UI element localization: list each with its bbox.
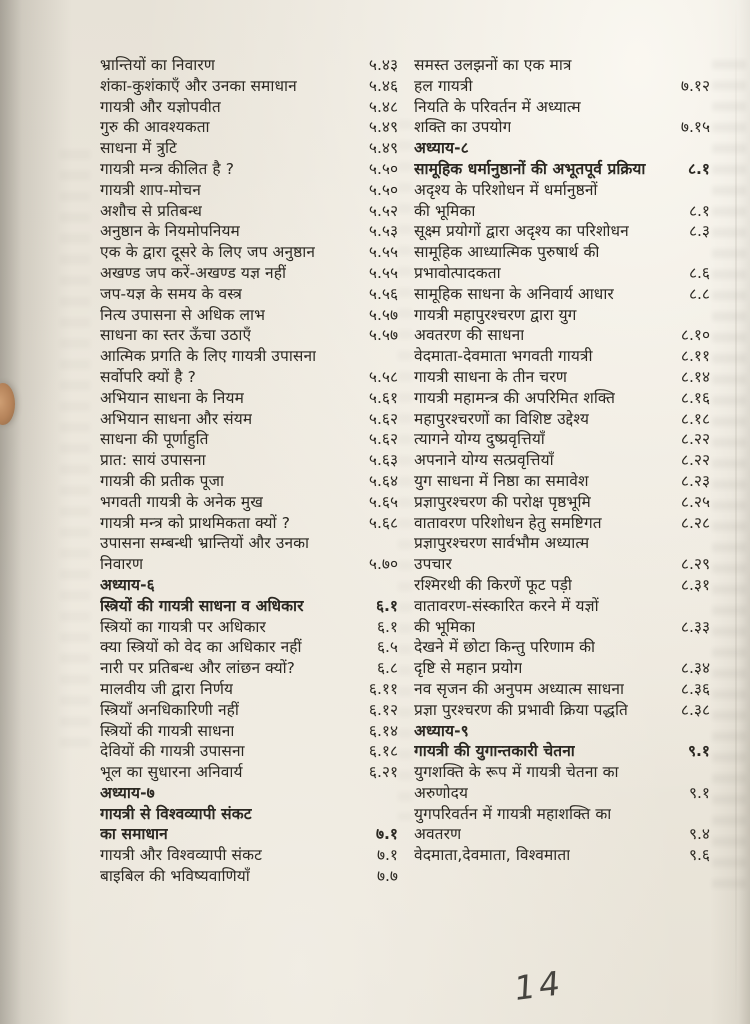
toc-entry (100, 700, 398, 721)
toc-entry (100, 824, 398, 845)
toc-entry (100, 242, 398, 263)
toc-entry (100, 845, 398, 866)
toc-entry-page-number: ८.१६ (680, 388, 710, 407)
toc-entry-title: गायत्री महामन्त्र की अपरिमित शक्ति (414, 388, 616, 407)
toc-entry-title: उपचार (414, 555, 452, 574)
toc-entry (414, 679, 710, 700)
toc-entry (414, 55, 710, 76)
toc-entry-title: अभियान साधना के नियम (100, 388, 244, 407)
toc-entry-title: आत्मिक प्रगति के लिए गायत्री उपासना (100, 347, 317, 366)
toc-entry (414, 76, 710, 97)
toc-entry-title: नियति के परिवर्तन में अध्यात्म (414, 97, 581, 116)
toc-entry (100, 201, 398, 222)
toc-entry-title: स्त्रियों का गायत्री पर अधिकार (100, 617, 266, 636)
toc-entry-title: सूक्ष्म प्रयोगों द्वारा अदृश्य का परिशोधन (414, 222, 629, 241)
toc-entry-title: युग साधना में निष्ठा का समावेश (414, 471, 589, 490)
toc-entry-page-number: ८.३८ (680, 700, 710, 719)
toc-entry-page-number: ६.१२ (368, 700, 398, 719)
toc-entry (100, 741, 398, 762)
toc-entry-title: की भूमिका (414, 617, 476, 636)
handwritten-page-number: 14 (513, 962, 565, 1009)
toc-entry (100, 159, 398, 180)
toc-entry-page-number: ५.५८ (368, 367, 398, 386)
toc-entry (414, 346, 710, 367)
toc-entry-title: नारी पर प्रतिबन्ध और लांछन क्यों? (100, 659, 296, 678)
toc-entry-page-number: ६.१४ (368, 721, 398, 740)
toc-entry-title: अध्याय-६ (100, 575, 155, 594)
toc-entry-title: सामूहिक धर्मानुष्ठानों की अभूतपूर्व प्रक्रिया (414, 159, 646, 178)
toc-entry-page-number: ५.५५ (368, 263, 398, 282)
toc-entry-title: अशौच से प्रतिबन्ध (100, 201, 203, 220)
toc-entry (414, 450, 710, 471)
toc-entry (414, 180, 710, 201)
toc-entry-page-number: ५.४८ (368, 97, 398, 116)
toc-entry-page-number: ८.३३ (680, 617, 710, 636)
toc-entry-title: गायत्री साधना के तीन चरण (414, 367, 567, 386)
toc-entry-page-number: ८.२२ (680, 430, 710, 449)
toc-entry (100, 180, 398, 201)
toc-entry (414, 305, 710, 326)
toc-entry-title: युगपरिवर्तन में गायत्री महाशक्ति का (414, 804, 612, 823)
toc-right-column (414, 55, 710, 866)
toc-entry (100, 762, 398, 783)
toc-entry-title: अपनाने योग्य सत्प्रवृत्तियाँ (414, 451, 554, 470)
toc-entry-page-number: ७.१ (375, 825, 398, 844)
toc-entry (100, 429, 398, 450)
toc-entry (414, 242, 710, 263)
toc-entry-title: भूल का सुधारना अनिवार्य (100, 763, 243, 782)
toc-entry (100, 346, 398, 367)
toc-entry (414, 741, 710, 762)
toc-entry-page-number: ५.५५ (368, 243, 398, 262)
toc-entry (414, 721, 710, 742)
toc-entry-title: वातावरण परिशोधन हेतु समष्टिगत (414, 513, 602, 532)
toc-entry (100, 721, 398, 742)
toc-entry (414, 221, 710, 242)
toc-entry-title: का समाधान (100, 825, 168, 844)
toc-entry-title: गायत्री महापुरश्चरण द्वारा युग (414, 305, 577, 324)
toc-entry-page-number: ९.१ (688, 783, 710, 802)
toc-entry (100, 617, 398, 638)
toc-entry-page-number: ८.१० (680, 326, 710, 345)
toc-entry-title: अध्याय-९ (414, 721, 469, 740)
toc-entry-title: प्रज्ञापुरश्चरण की परोक्ष पृष्ठभूमि (414, 492, 591, 511)
toc-entry (100, 658, 398, 679)
toc-entry-title: सर्वोपरि क्यों है ? (100, 367, 196, 386)
toc-entry-page-number: ५.७० (368, 555, 398, 574)
toc-entry-title: वातावरण-संस्कारित करने में यज्ञों (414, 596, 599, 615)
toc-entry (414, 554, 710, 575)
toc-entry-title: गायत्री मन्त्र को प्राथमिकता क्यों ? (100, 513, 291, 532)
toc-entry (414, 429, 710, 450)
toc-entry-title: त्यागने योग्य दुष्प्रवृत्तियाँ (414, 430, 545, 449)
toc-entry-title: युगशक्ति के रूप में गायत्री चेतना का (414, 763, 619, 782)
toc-entry-page-number: ५.४३ (368, 56, 398, 74)
toc-entry-page-number: ६.११ (368, 679, 398, 698)
toc-entry-title: अध्याय-७ (100, 783, 155, 802)
toc-entry-title: नव सृजन की अनुपम अध्यात्म साधना (414, 679, 625, 698)
toc-entry (414, 138, 710, 159)
toc-entry (100, 471, 398, 492)
toc-entry (100, 596, 398, 617)
toc-entry (414, 201, 710, 222)
toc-entry-title: अरुणोदय (414, 783, 469, 802)
toc-entry-page-number: ८.१ (688, 201, 710, 220)
toc-entry (100, 554, 398, 575)
toc-entry (414, 284, 710, 305)
toc-entry-page-number: ९.४ (688, 825, 710, 844)
toc-entry (414, 409, 710, 430)
toc-entry (100, 866, 398, 887)
toc-entry-page-number: ८.१८ (680, 409, 710, 428)
toc-left-column (100, 55, 398, 887)
toc-entry (100, 55, 398, 76)
toc-entry-page-number: ५.६५ (368, 492, 398, 511)
toc-entry-page-number: ६.८ (376, 659, 398, 678)
toc-entry (414, 575, 710, 596)
toc-entry (414, 617, 710, 638)
toc-entry-page-number: ५.६८ (368, 513, 398, 532)
toc-entry-title: स्त्रियों की गायत्री साधना व अधिकार (100, 596, 304, 615)
toc-entry (414, 263, 710, 284)
toc-entry-title: साधना का स्तर ऊँचा उठाएँ (100, 326, 252, 345)
toc-entry-page-number: ५.६२ (368, 430, 398, 449)
toc-entry-title: शक्ति का उपयोग (414, 118, 512, 137)
toc-entry (100, 679, 398, 700)
toc-entry-title: प्रज्ञा पुरश्चरण की प्रभावी क्रिया पद्धति (414, 700, 628, 719)
toc-entry-title: निवारण (100, 555, 144, 574)
toc-entry-title: रश्मिरथी की किरणें फूट पड़ी (414, 575, 573, 594)
toc-entry-title: गायत्री और यज्ञोपवीत (100, 97, 221, 116)
toc-entry (100, 221, 398, 242)
toc-entry (414, 845, 710, 866)
toc-entry-page-number: ८.३१ (680, 575, 710, 594)
toc-entry-title: अनुष्ठान के नियमोपनियम (100, 222, 240, 241)
toc-entry-title: स्त्रियों की गायत्री साधना (100, 721, 235, 740)
toc-entry (100, 804, 398, 825)
toc-entry-page-number: ८.३६ (680, 679, 710, 698)
toc-entry-page-number: ६.१ (376, 617, 398, 636)
toc-entry-page-number: ८.२३ (680, 471, 710, 490)
toc-entry-title: हल गायत्री (414, 76, 473, 95)
toc-entry-page-number: ८.११ (680, 347, 710, 366)
toc-entry (100, 783, 398, 804)
toc-entry-page-number: ९.६ (688, 846, 710, 865)
toc-entry-title: स्त्रियाँ अनधिकारिणी नहीं (100, 700, 239, 719)
toc-entry-page-number: ५.५० (368, 180, 398, 199)
toc-entry-title: महापुरश्चरणों का विशिष्ट उद्देश्य (414, 409, 590, 428)
toc-entry-page-number: ५.५० (368, 159, 398, 178)
toc-entry-page-number: ९.१ (687, 742, 710, 761)
toc-entry-page-number: ५.४९ (368, 118, 398, 137)
toc-entry (414, 513, 710, 534)
fingertip-holding-page (0, 383, 15, 425)
page-edge-fold (735, 0, 737, 1024)
toc-entry (414, 471, 710, 492)
toc-entry-title: देवियों की गायत्री उपासना (100, 742, 245, 761)
toc-entry-page-number: ६.१८ (368, 742, 398, 761)
toc-entry-title: सामूहिक साधना के अनिवार्य आधार (414, 284, 614, 303)
toc-entry-page-number: ७.१५ (680, 118, 710, 137)
toc-entry (414, 325, 710, 346)
toc-entry-title: क्या स्त्रियों को वेद का अधिकार नहीं (100, 638, 302, 657)
toc-entry (100, 263, 398, 284)
toc-entry-page-number: ८.२८ (680, 513, 710, 532)
toc-entry-title: गायत्री और विश्वव्यापी संकट (100, 846, 263, 865)
toc-entry-page-number: ८.१४ (680, 367, 710, 386)
toc-entry-page-number: ५.५६ (368, 284, 398, 303)
toc-entry-title: उपासना सम्बन्धी भ्रान्तियों और उनका (100, 534, 310, 553)
toc-entry-page-number: ८.३ (688, 222, 710, 241)
toc-entry-title: अखण्ड जप करें-अखण्ड यज्ञ नहीं (100, 263, 287, 282)
toc-entry (100, 76, 398, 97)
toc-entry (100, 575, 398, 596)
toc-entry-page-number: ५.५७ (368, 326, 398, 345)
toc-entry-title: गायत्री मन्त्र कीलित है ? (100, 159, 235, 178)
toc-entry (414, 367, 710, 388)
toc-entry-page-number: ७.७ (376, 867, 398, 886)
toc-entry-page-number: ५.५७ (368, 305, 398, 324)
toc-entry-title: गायत्री शाप-मोचन (100, 180, 201, 199)
toc-entry (100, 492, 398, 513)
toc-entry-title: देखने में छोटा किन्तु परिणाम की (414, 638, 596, 657)
toc-entry-page-number: ५.६१ (368, 388, 398, 407)
toc-entry-title: गुरु की आवश्यकता (100, 118, 210, 137)
toc-entry-title: अवतरण (414, 825, 462, 844)
toc-entry-title: की भूमिका (414, 201, 476, 220)
toc-entry (100, 637, 398, 658)
toc-entry-page-number: ५.५२ (368, 201, 398, 220)
toc-entry (414, 533, 710, 554)
toc-entry (100, 325, 398, 346)
toc-entry-title: सामूहिक आध्यात्मिक पुरुषार्थ की (414, 243, 600, 262)
ink-bleedthrough-smudge (398, 120, 412, 820)
toc-entry (100, 388, 398, 409)
toc-entry (414, 783, 710, 804)
toc-entry-title: अध्याय-८ (414, 139, 469, 158)
toc-entry-title: प्रज्ञापुरश्चरण सार्वभौम अध्यात्म (414, 534, 590, 553)
toc-entry (100, 284, 398, 305)
toc-entry-title: शंका-कुशंकाएँ और उनका समाधान (100, 76, 297, 95)
toc-entry-title: प्रभावोत्पादकता (414, 263, 501, 282)
toc-entry (100, 367, 398, 388)
toc-entry (414, 762, 710, 783)
toc-entry (100, 117, 398, 138)
toc-entry (414, 97, 710, 118)
toc-entry-page-number: ८.६ (688, 263, 710, 282)
toc-entry (414, 388, 710, 409)
toc-entry-title: समस्त उलझनों का एक मात्र (414, 56, 572, 74)
toc-entry-title: अदृश्य के परिशोधन में धर्मानुष्ठनों (414, 180, 598, 199)
toc-entry-title: साधना की पूर्णाहुति (100, 430, 209, 449)
toc-entry (414, 117, 710, 138)
toc-entry-title: एक के द्वारा दूसरे के लिए जप अनुष्ठान (100, 243, 316, 262)
toc-entry (414, 596, 710, 617)
toc-entry-page-number: ५.६४ (368, 471, 398, 490)
toc-entry-title: वेदमाता-देवमाता भगवती गायत्री (414, 347, 593, 366)
toc-entry-page-number: ८.३४ (680, 659, 710, 678)
ink-bleedthrough-smudge (60, 150, 90, 750)
toc-entry-title: प्रात: सायं उपासना (100, 451, 206, 470)
toc-entry-title: दृष्टि से महान प्रयोग (414, 659, 523, 678)
toc-entry-page-number: ६.१ (375, 596, 398, 615)
ink-bleedthrough-smudge (712, 60, 746, 890)
toc-entry (100, 138, 398, 159)
toc-entry (414, 804, 710, 825)
toc-entry (414, 492, 710, 513)
toc-entry-page-number: ५.४९ (368, 139, 398, 158)
toc-entry-page-number: ८.२२ (680, 451, 710, 470)
toc-entry-title: भगवती गायत्री के अनेक मुख (100, 492, 264, 511)
toc-entry-title: जप-यज्ञ के समय के वस्त्र (100, 284, 242, 303)
toc-entry-page-number: ६.५ (376, 638, 398, 657)
toc-entry-title: गायत्री से विश्वव्यापी संकट (100, 804, 252, 823)
toc-entry-title: भ्रान्तियों का निवारण (100, 56, 216, 74)
toc-entry (414, 700, 710, 721)
toc-entry (100, 533, 398, 554)
toc-entry-page-number: ५.४६ (368, 76, 398, 95)
toc-entry-page-number: ५.६३ (368, 451, 398, 470)
toc-entry-title: साधना में त्रुटि (100, 139, 177, 158)
toc-entry-title: वेदमाता,देवमाता, विश्वमाता (414, 846, 571, 865)
toc-entry (414, 824, 710, 845)
toc-entry (100, 97, 398, 118)
toc-entry-title: नित्य उपासना से अधिक लाभ (100, 305, 266, 324)
toc-entry (100, 409, 398, 430)
toc-entry-title: गायत्री की युगान्तकारी चेतना (414, 742, 575, 761)
toc-entry (100, 450, 398, 471)
toc-entry (100, 305, 398, 326)
toc-entry (100, 513, 398, 534)
toc-entry (414, 658, 710, 679)
toc-entry (414, 637, 710, 658)
toc-entry-title: अभियान साधना और संयम (100, 409, 253, 428)
toc-entry-page-number: ७.१ (376, 846, 398, 865)
toc-entry-page-number: ८.२५ (680, 492, 710, 511)
toc-entry-page-number: ५.५३ (368, 222, 398, 241)
toc-entry-title: अवतरण की साधना (414, 326, 525, 345)
toc-entry-title: मालवीय जी द्वारा निर्णय (100, 679, 234, 698)
toc-entry-page-number: ८.८ (688, 284, 710, 303)
toc-entry-page-number: ५.६२ (368, 409, 398, 428)
toc-entry-page-number: ८.२९ (680, 555, 710, 574)
toc-entry-title: गायत्री की प्रतीक पूजा (100, 471, 225, 490)
toc-entry-title: बाइबिल की भविष्यवाणियाँ (100, 867, 250, 886)
toc-entry-page-number: ६.२१ (368, 763, 398, 782)
toc-entry-page-number: ७.१२ (680, 76, 710, 95)
toc-entry (414, 159, 710, 180)
toc-entry-page-number: ८.१ (687, 159, 710, 178)
